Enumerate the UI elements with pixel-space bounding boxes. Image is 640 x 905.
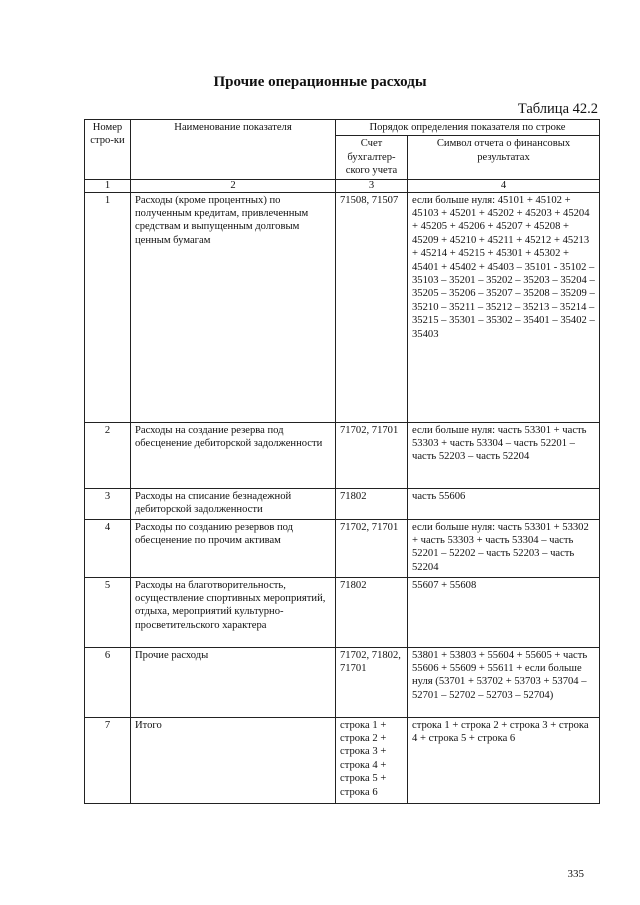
table-row [85, 717, 600, 803]
indicator-name: Расходы (кроме процентных) по полученным кредитам, привлеченным средствам и выпущенным долговым ценным бумагам [131, 192, 336, 422]
account-cell: 71702, 71701 [336, 519, 408, 577]
column-index: 4 [408, 179, 600, 192]
symbol-cell: 55607 + 55608 [408, 577, 600, 647]
account-cell: 71702, 71701 [336, 422, 408, 488]
table-row [85, 422, 600, 488]
header-procedure: Порядок определения показателя по строке [336, 120, 600, 136]
page-title: Прочие операционные расходы [213, 74, 427, 90]
row-number: 2 [85, 422, 131, 488]
indicator-name: Расходы по созданию резервов под обесценение по прочим активам [131, 519, 336, 577]
indicator-name: Расходы на создание резерва под обесценение дебиторской задолженности [131, 422, 336, 488]
column-index-row [85, 179, 600, 192]
column-index: 1 [85, 179, 131, 192]
table-row [85, 577, 600, 647]
header-symbol: Символ отчета о финансовых результатах [408, 136, 600, 179]
row-number: 7 [85, 717, 131, 803]
expenses-table [84, 119, 600, 804]
row-number: 3 [85, 488, 131, 519]
account-cell: строка 1 + строка 2 + строка 3 + строка 4 + строка 5 + строка 6 [336, 717, 408, 803]
indicator-name: Расходы на благотворительность, осуществление спортивных мероприятий, отдыха, мероприятий культурно-просветительского характера [131, 577, 336, 647]
column-index: 2 [131, 179, 336, 192]
indicator-name: Расходы на списание безнадежной дебиторской задолженности [131, 488, 336, 519]
header-indicator-name: Наименование показателя [131, 120, 336, 180]
header-row-number: Номер стро-ки [85, 120, 131, 180]
table-row [85, 647, 600, 717]
symbol-cell: часть 55606 [408, 488, 600, 519]
account-cell: 71702, 71802, 71701 [336, 647, 408, 717]
row-number: 5 [85, 577, 131, 647]
symbol-cell: если больше нуля: 45101 + 45102 + 45103 + 45201 + 45202 + 45203 + 45204 + 45205 + 45206 + 45207 + 45208 + 45209 + 45210 + 45211 + 45212 + 45213 + 45214 + 45215 + 45301 + 45302 + 45401 + 45402 + 45403 – 35101 - 35102 – 35103 – 35201 – 35202 – 35203 – 35204 – 35205 – 35206 – 35207 – 35208 – 35209 – 35210 – 35211 – 35212 – 35213 – 35214 – 35215 – 35301 – 35302 – 35401 – 35402 – 35403 [408, 192, 600, 422]
header-row [85, 120, 600, 136]
header-account: Счет бухгалтер-ского учета [336, 136, 408, 179]
account-cell: 71508, 71507 [336, 192, 408, 422]
symbol-cell: если больше нуля: часть 53301 + 53302 + часть 53303 + часть 53304 – часть 52201 – 52202 – часть 52203 – часть 52204 [408, 519, 600, 577]
row-number: 4 [85, 519, 131, 577]
symbol-cell: строка 1 + строка 2 + строка 3 + строка 4 + строка 5 + строка 6 [408, 717, 600, 803]
table-label: Таблица 42.2 [517, 101, 598, 117]
symbol-cell: если больше нуля: часть 53301 + часть 53303 + часть 53304 – часть 52201 – часть 52203 – часть 52204 [408, 422, 600, 488]
table-row [85, 192, 600, 422]
row-number: 6 [85, 647, 131, 717]
symbol-cell: 53801 + 53803 + 55604 + 55605 + часть 55606 + 55609 + 55611 + если больше нуля (53701 + 53702 + 53703 + 53704 – 52701 – 52702 – 52703 – 52704) [408, 647, 600, 717]
table-row [85, 519, 600, 577]
indicator-name: Прочие расходы [131, 647, 336, 717]
row-number: 1 [85, 192, 131, 422]
table-row [85, 488, 600, 519]
account-cell: 71802 [336, 488, 408, 519]
account-cell: 71802 [336, 577, 408, 647]
column-index: 3 [336, 179, 408, 192]
page-number: 335 [567, 868, 584, 880]
indicator-name: Итого [131, 717, 336, 803]
